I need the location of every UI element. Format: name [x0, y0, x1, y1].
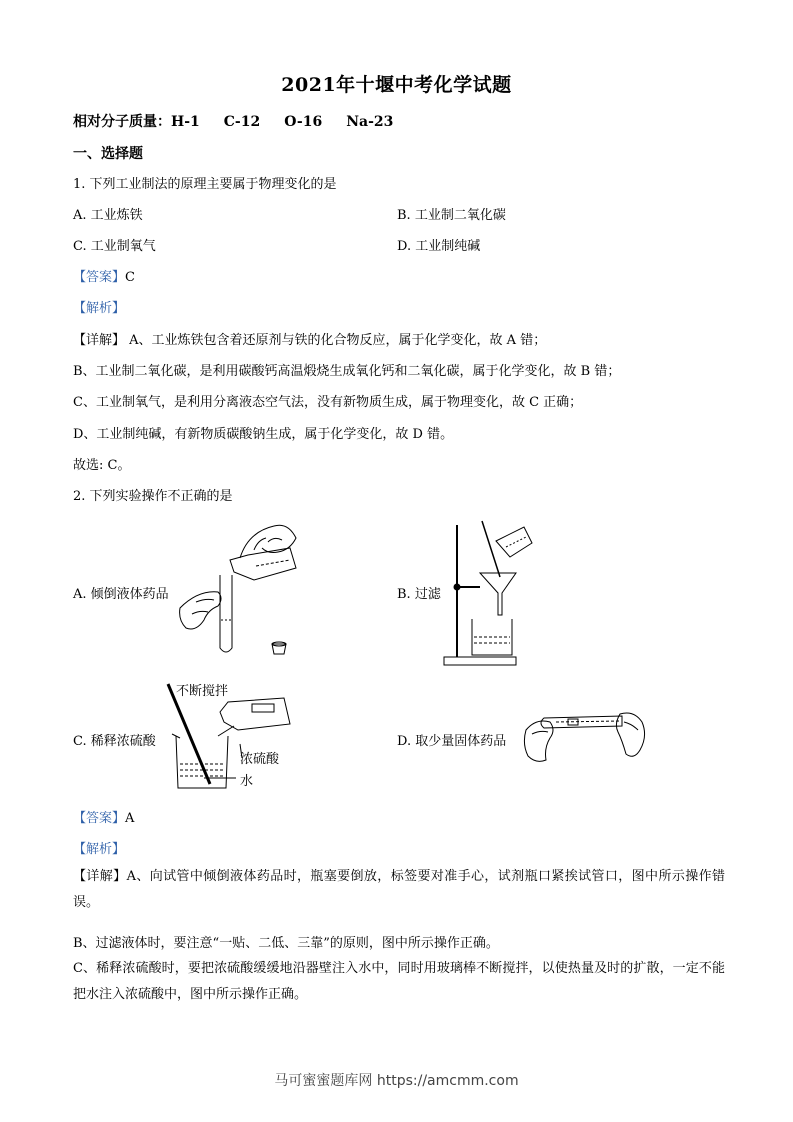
diluting-acid-figure — [160, 678, 320, 793]
answer-value: A — [125, 811, 135, 826]
relative-mass-line — [73, 111, 417, 131]
acid-label: 浓硫酸 — [240, 752, 280, 767]
q1-stem: 1. 下列工业制法的原理主要属于物理变化的是 — [73, 177, 337, 192]
q2-option-b: B. 过滤 — [397, 587, 441, 602]
detail-text: A、向试管中倾倒液体药品时，瓶塞要倒放，标签要对准手心，试剂瓶口紧挨试管口，图中所示操作错误。 — [73, 869, 725, 910]
q2-option-a: A. 倾倒液体药品 — [73, 587, 169, 602]
q1-option-c: C. 工业制氧气 — [73, 239, 156, 254]
q1-detail-a — [73, 329, 546, 348]
q1-option-a: A. 工业炼铁 — [73, 208, 143, 223]
q2-option-d: D. 取少量固体药品 — [397, 734, 507, 749]
mass-item: H-1 — [171, 114, 200, 130]
answer-tag: 【答案】 — [73, 270, 126, 285]
section-heading: 一、选择题 — [73, 146, 143, 162]
stir-label: 不断搅拌 — [176, 684, 229, 699]
page-title: 2021年十堰中考化学试题 — [281, 74, 512, 96]
detail-tag: 【详解】 — [73, 869, 127, 884]
mass-item: O-16 — [284, 114, 323, 130]
q1-detail-d: D、工业制纯碱，有新物质碳酸钠生成，属于化学变化，故 D 错。 — [73, 427, 454, 442]
answer-value: C — [125, 270, 135, 285]
relative-mass-label: 相对分子质量： — [73, 114, 171, 130]
water-label: 水 — [240, 774, 254, 789]
q2-analysis-tag: 【解析】 — [73, 842, 126, 857]
detail-tag: 【详解】 — [73, 333, 126, 348]
q2-answer — [73, 807, 134, 826]
filtration-figure — [440, 515, 540, 670]
watermark-footer: 马可蜜蜜题库网 https://amcmm.com — [274, 1073, 519, 1089]
mass-item: Na-23 — [346, 114, 394, 130]
q1-option-b: B. 工业制二氧化碳 — [397, 208, 506, 223]
q2-option-c: C. 稀释浓硫酸 — [73, 734, 156, 749]
q1-option-d: D. 工业制纯碱 — [397, 239, 481, 254]
q2-stem: 2. 下列实验操作不正确的是 — [73, 489, 233, 504]
q1-conclusion: 故选: C。 — [73, 458, 131, 473]
q1-analysis-tag: 【解析】 — [73, 301, 126, 316]
q2-detail-c: C、稀释浓硫酸时，要把浓硫酸缓缓地沿器壁注入水中，同时用玻璃棒不断搅拌，以使热量及时的扩散，一定不能把水注入浓硫酸中，图中所示操作正确。 — [73, 961, 725, 1002]
solid-reagent-figure — [522, 700, 650, 770]
q2-detail-a — [73, 864, 725, 916]
answer-tag: 【答案】 — [73, 811, 126, 826]
mass-item: C-12 — [223, 114, 261, 130]
q2-detail-b: B、过滤液体时，要注意“一贴、二低、三靠”的原则，图中所示操作正确。 — [73, 936, 499, 951]
q1-answer — [73, 266, 135, 285]
detail-text: A、工业炼铁包含着还原剂与铁的化合物反应，属于化学变化，故 A 错； — [125, 333, 547, 348]
q1-detail-b: B、工业制二氧化碳，是利用碳酸钙高温煅烧生成氧化钙和二氧化碳，属于化学变化，故 B 错； — [73, 364, 621, 379]
q1-detail-c: C、工业制氧气，是利用分离液态空气法，没有新物质生成，属于物理变化，故 C 正确； — [73, 395, 583, 410]
pouring-liquid-figure — [178, 520, 308, 660]
